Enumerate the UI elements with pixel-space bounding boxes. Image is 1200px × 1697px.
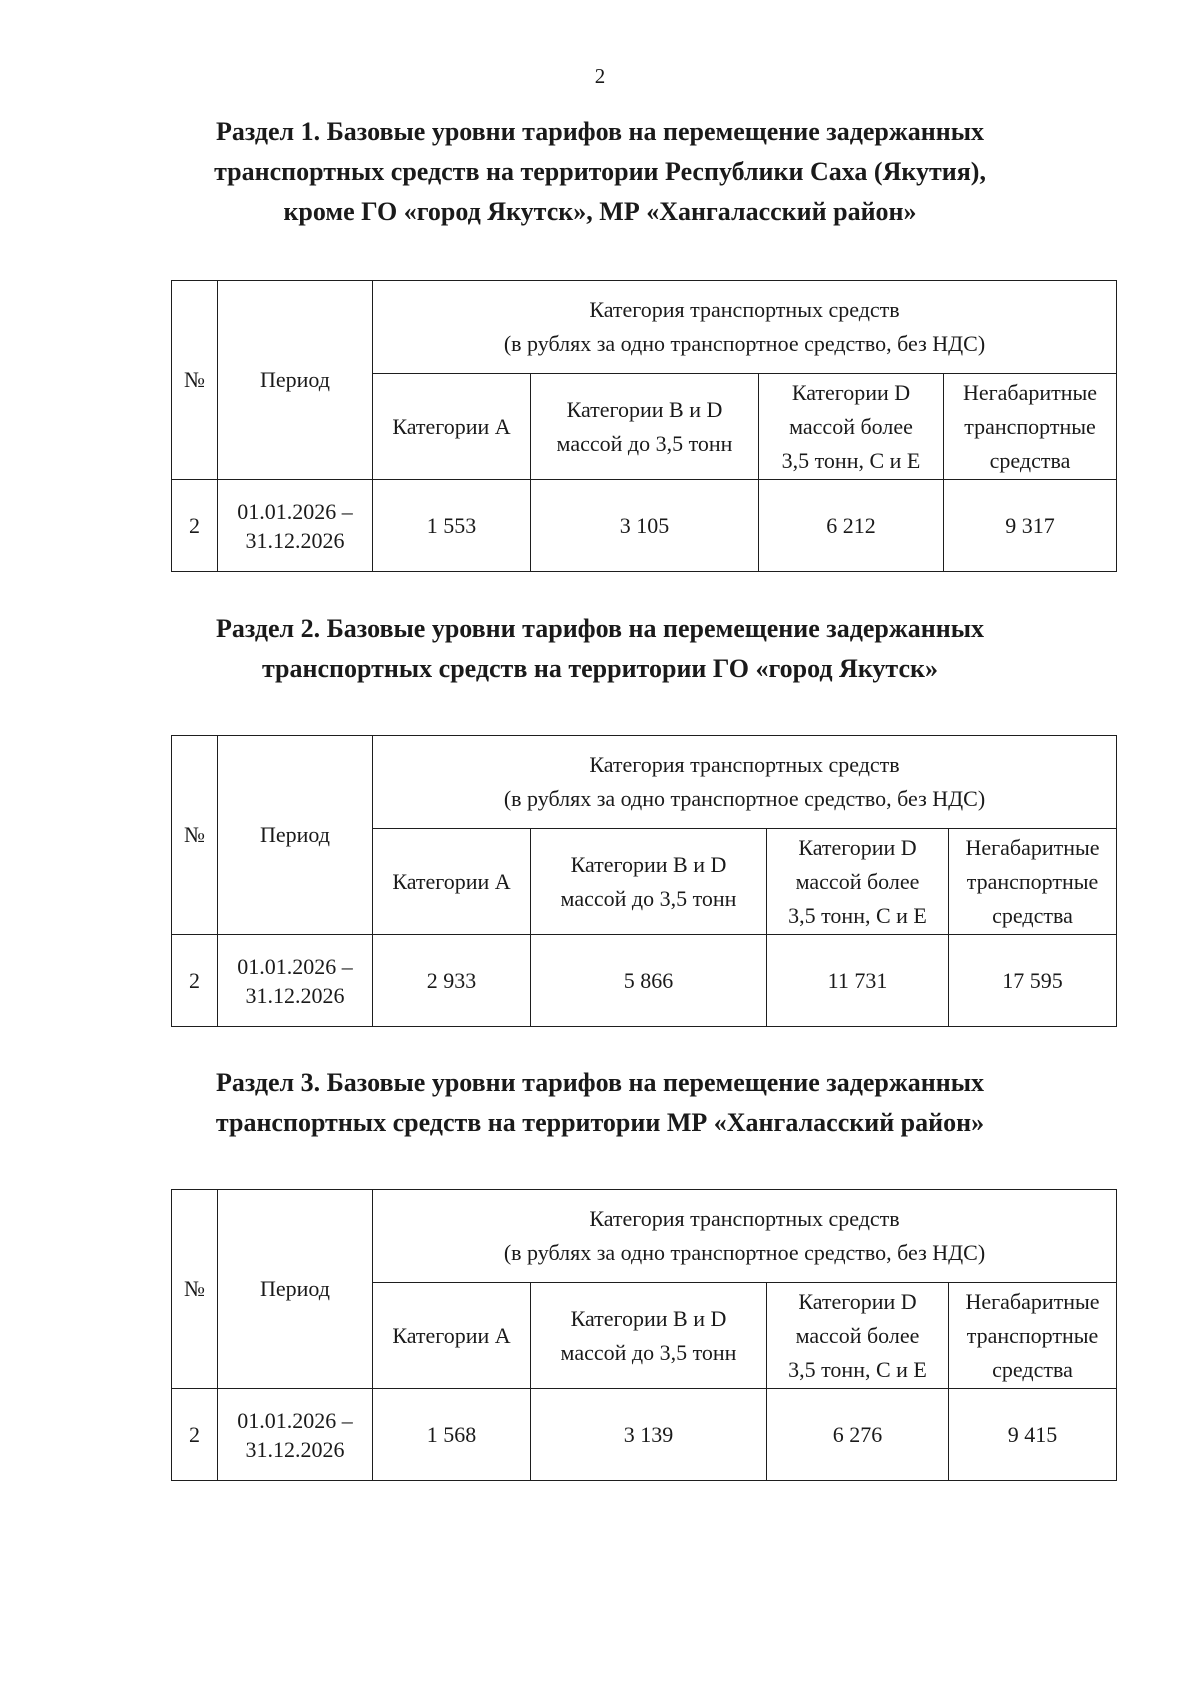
- header-line: Категории В и D: [570, 1305, 727, 1331]
- header-line: массой до 3,5 тонн: [560, 1339, 737, 1365]
- cell-number: 2: [172, 480, 218, 572]
- heading-line: Раздел 2. Базовые уровни тарифов на перемещение задержанных: [215, 614, 985, 643]
- header-category-group: [373, 1190, 1117, 1283]
- section-1-heading: [100, 112, 1100, 232]
- heading-line: транспортных средств на территории ГО «город Якутск»: [261, 654, 939, 683]
- header-line: 3,5 тонн, С и Е: [781, 447, 921, 473]
- header-period: Период: [218, 1190, 373, 1389]
- section-3: [0, 1063, 1200, 1462]
- cell-cat-bd: 3 139: [531, 1389, 767, 1481]
- header-category-group: [373, 736, 1117, 829]
- header-oversize: [949, 1283, 1117, 1389]
- heading-line: Раздел 1. Базовые уровни тарифов на перемещение задержанных: [215, 117, 985, 146]
- cell-oversize: 17 595: [949, 935, 1117, 1027]
- header-line: Категории D: [798, 1288, 917, 1314]
- header-line: средства: [992, 902, 1073, 928]
- header-oversize: [944, 374, 1117, 480]
- cell-number: 2: [172, 935, 218, 1027]
- cell-period: [218, 480, 373, 572]
- header-category-line: (в рублях за одно транспортное средство, без НДС): [503, 786, 986, 811]
- section-2-heading: [100, 609, 1100, 689]
- header-number: №: [172, 1190, 218, 1389]
- header-category-line: (в рублях за одно транспортное средство, без НДС): [503, 1240, 986, 1265]
- header-line: Негабаритные: [965, 1288, 1100, 1314]
- header-cat-bd: [531, 829, 767, 935]
- header-category-line: Категория транспортных средств: [589, 752, 900, 777]
- header-line: транспортные: [966, 1322, 1099, 1348]
- header-line: массой до 3,5 тонн: [560, 885, 737, 911]
- header-line: 3,5 тонн, С и Е: [788, 1356, 927, 1382]
- header-oversize: [949, 829, 1117, 935]
- header-number: №: [172, 736, 218, 935]
- header-line: Категории В и D: [570, 851, 727, 877]
- cell-period: [218, 1389, 373, 1481]
- header-line: транспортные: [964, 413, 1096, 439]
- header-line: массой более: [789, 413, 913, 439]
- cell-cat-bd: 5 866: [531, 935, 767, 1027]
- cell-cat-dce: 6 276: [767, 1389, 949, 1481]
- tariff-table-2: [171, 735, 1117, 1027]
- header-category-group: [373, 281, 1117, 374]
- heading-line: кроме ГО «город Якутск», МР «Хангаласский район»: [283, 197, 917, 226]
- period-line: 01.01.2026 –: [237, 498, 353, 524]
- tariff-table-1: [171, 280, 1117, 572]
- period-line: 01.01.2026 –: [237, 1407, 353, 1433]
- header-cat-a: Категории А: [373, 829, 531, 935]
- header-cat-a: Категории А: [373, 374, 531, 480]
- header-line: Категории D: [791, 379, 911, 405]
- header-cat-dce: [767, 1283, 949, 1389]
- section-2: [0, 609, 1200, 1008]
- header-line: массой более: [795, 868, 920, 894]
- heading-line: транспортных средств на территории Республики Саха (Якутия),: [214, 157, 986, 186]
- table-row: [172, 1389, 1117, 1481]
- header-category-line: Категория транспортных средств: [589, 297, 900, 322]
- cell-number: 2: [172, 1389, 218, 1481]
- header-category-line: (в рублях за одно транспортное средство, без НДС): [503, 331, 986, 356]
- cell-cat-dce: 6 212: [759, 480, 944, 572]
- header-line: массой до 3,5 тонн: [556, 430, 733, 456]
- header-line: массой более: [795, 1322, 920, 1348]
- cell-cat-a: 1 553: [373, 480, 531, 572]
- heading-line: Раздел 3. Базовые уровни тарифов на перемещение задержанных: [215, 1068, 985, 1097]
- cell-period: [218, 935, 373, 1027]
- header-cat-dce: [759, 374, 944, 480]
- header-line: Категории В и D: [566, 396, 723, 422]
- header-category-line: Категория транспортных средств: [589, 1206, 900, 1231]
- header-line: средства: [989, 447, 1071, 473]
- period-line: 31.12.2026: [245, 982, 345, 1008]
- section-1: [0, 112, 1200, 553]
- header-line: средства: [992, 1356, 1073, 1382]
- header-cat-a: Категории А: [373, 1283, 531, 1389]
- header-period: Период: [218, 736, 373, 935]
- header-line: Категории D: [798, 834, 917, 860]
- heading-line: транспортных средств на территории МР «Хангаласский район»: [215, 1108, 985, 1137]
- header-line: 3,5 тонн, С и Е: [788, 902, 927, 928]
- cell-cat-dce: 11 731: [767, 935, 949, 1027]
- period-line: 01.01.2026 –: [237, 953, 353, 979]
- header-period: Период: [218, 281, 373, 480]
- page-number: 2: [594, 64, 606, 88]
- header-cat-dce: [767, 829, 949, 935]
- header-number: №: [172, 281, 218, 480]
- table-row: [172, 480, 1117, 572]
- header-line: Негабаритные: [962, 379, 1098, 405]
- header-line: транспортные: [966, 868, 1099, 894]
- cell-oversize: 9 415: [949, 1389, 1117, 1481]
- period-line: 31.12.2026: [245, 1436, 345, 1462]
- cell-cat-bd: 3 105: [531, 480, 759, 572]
- cell-cat-a: 2 933: [373, 935, 531, 1027]
- header-cat-bd: [531, 1283, 767, 1389]
- cell-oversize: 9 317: [944, 480, 1117, 572]
- table-row: [172, 935, 1117, 1027]
- header-cat-bd: [531, 374, 759, 480]
- period-line: 31.12.2026: [245, 527, 345, 553]
- tariff-table-3: [171, 1189, 1117, 1481]
- header-line: Негабаритные: [965, 834, 1100, 860]
- section-3-heading: [100, 1063, 1100, 1143]
- cell-cat-a: 1 568: [373, 1389, 531, 1481]
